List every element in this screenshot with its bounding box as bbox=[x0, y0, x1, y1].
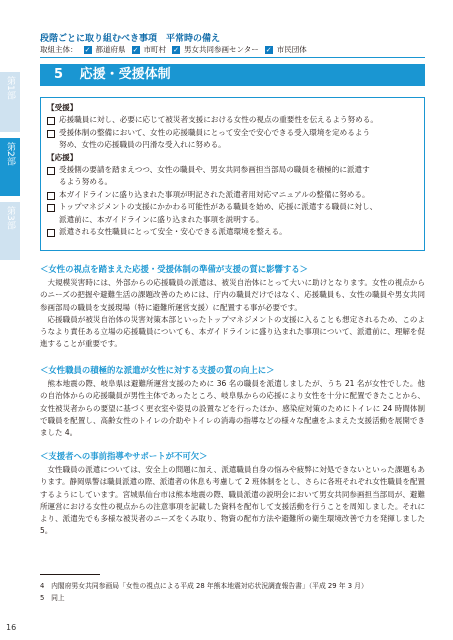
tab-part-3[interactable] bbox=[0, 202, 20, 260]
checklist-item[interactable]: 派遣される女性職員にとって安全・安心できる派遣環境を整える。 bbox=[47, 226, 418, 238]
actor-item: 市町村 bbox=[143, 45, 166, 54]
footnote: 5 同上 bbox=[40, 594, 65, 602]
section-title: 応援・受援体制 bbox=[79, 67, 171, 82]
checklist-item[interactable]: 応援職員に対し、必要に応じて被災者支援における女性の視点の重要性を伝えるよう努める。 bbox=[47, 114, 418, 126]
body-text bbox=[40, 378, 425, 439]
subsection-heading: ＜女性職員の積極的な派遣が女性に対する支援の質の向上に＞ bbox=[40, 365, 275, 375]
body-text bbox=[40, 277, 425, 351]
paragraph: 大規模災害時には、外部からの応援職員の派遣は、被災自治体にとって大いに助けとなります。女性の視点からのニーズの把握や避難生活の課題改善のためには、庁内の職員だけではなく、応援職員も、女性の職員や男女共同参画部局の職員を支援現場（特に避難所運営支援）に配置する事が必要です。 bbox=[40, 278, 425, 312]
actor-item: 都道府県 bbox=[95, 45, 126, 54]
check-icon: ✓ bbox=[132, 45, 139, 54]
header-divider bbox=[40, 57, 425, 58]
checklist-item[interactable]: 受援側の要請を踏まえつつ、女性の職員や、男女共同参画担当部局の職員を積極的に派遣す bbox=[47, 164, 418, 176]
check-icon: ✓ bbox=[84, 45, 91, 54]
checklist-item[interactable]: 受援体制の整備において、女性の応援職員にとって安全で安心できる受入環境を定めるよう bbox=[47, 127, 418, 139]
footnote: 4 内閣府男女共同参画局「女性の視点による平成 28 年熊本地震対応状況調査報告書」（平成 29 年 3 月） bbox=[40, 582, 368, 590]
checklist-item-continued: 派遣前に、本ガイドラインに盛り込まれた事項を説明する。 bbox=[59, 214, 264, 224]
actor-item: 市民団体 bbox=[276, 45, 307, 54]
tab-part-2[interactable] bbox=[0, 138, 20, 196]
body-text bbox=[40, 464, 425, 538]
actor-label: 取組主体： bbox=[40, 45, 78, 54]
subsection-heading: ＜支援者への事前指導やサポートが不可欠＞ bbox=[40, 451, 208, 461]
paragraph: 応援職員が被災自治体の災害対策本部といったトップマネジメントの支援に入ることも想定されるため、このようなより責任ある立場の応援職員についても、本ガイドラインに盛り込まれた事項について、派遣前に、理解を促進することが重要です。 bbox=[40, 314, 425, 349]
section-heading bbox=[40, 64, 425, 86]
paragraph: 女性職員の派遣については、安全上の問題に加え、派遣職員自身の悩みや疲弊に対処できないといった課題もあります。静岡県警は職員派遣の際、派遣者の休息も考慮して 2 班体制をとし、さらに各班それぞれ女性職員を配置するようにしています。宮城県仙台市は熊本地震の際、職員派遣の説明会において男女共同参画担当部局が、避難所運営における女性の視点からの注意事項を記載した資料を配布して支援活動を行うことを周知しました。それにより、派遣先でも多様な被災者のニーズをくみ取り、物資の配布方法や避難所の衛生環境改善で力を発揮しました 5。 bbox=[40, 465, 425, 536]
footnote-divider bbox=[40, 574, 100, 575]
chapter-sidebar bbox=[0, 0, 20, 640]
page-number: 16 bbox=[6, 623, 17, 632]
support-label: 【受援】 bbox=[47, 103, 78, 112]
checklist-item[interactable]: トップマネジメントの支援にかかわる可能性がある職員を始め、応援に派遣する職員に対し、 bbox=[47, 201, 418, 213]
tab-part-1[interactable] bbox=[0, 72, 20, 132]
dispatch-label: 【応援】 bbox=[47, 152, 78, 162]
checklist-item-continued: 努め、女性の応援職員の円滑な受入れに努める。 bbox=[59, 140, 226, 150]
running-header-title: 段階ごとに取り組むべき事項 平常時の備え bbox=[40, 34, 221, 44]
actor-list bbox=[40, 44, 307, 55]
tab-label: 第1部 bbox=[5, 76, 15, 100]
tab-label: 第3部 bbox=[5, 206, 15, 230]
checklist-item[interactable]: 本ガイドラインに盛り込まれた事項が明記された派遣者用対応マニュアルの整備に努める。 bbox=[47, 189, 418, 201]
paragraph: 熊本地震の際、岐阜県は避難所運営支援のために 36 名の職員を派遣しましたが、うち 21 名が女性でした。他の自治体からの応援職員が男性主体であったところ、岐阜県からの応援により女性を十分に配置できたことから、女性被災者からの要望に基づく更衣室や姿見の設置などを行ったほか、感染症対策のためにトイレに 24 時間体制で職員を配置し、高齢女性のトイレの介助やトイレの消毒の指導などの様々な配慮をふまえた支援活動を展開できました 4。 bbox=[40, 379, 425, 438]
checklist-item-continued: るよう努める。 bbox=[59, 177, 113, 187]
tab-label: 第2部 bbox=[5, 142, 15, 166]
subsection-heading: ＜女性の視点を踏まえた応援・受援体制の準備が支援の質に影響する＞ bbox=[40, 264, 308, 274]
checklist-box bbox=[40, 97, 425, 251]
actor-item: 男女共同参画センター bbox=[184, 45, 259, 54]
check-icon: ✓ bbox=[173, 45, 179, 54]
section-number: 5 bbox=[54, 67, 64, 82]
check-icon: ✓ bbox=[265, 45, 272, 54]
